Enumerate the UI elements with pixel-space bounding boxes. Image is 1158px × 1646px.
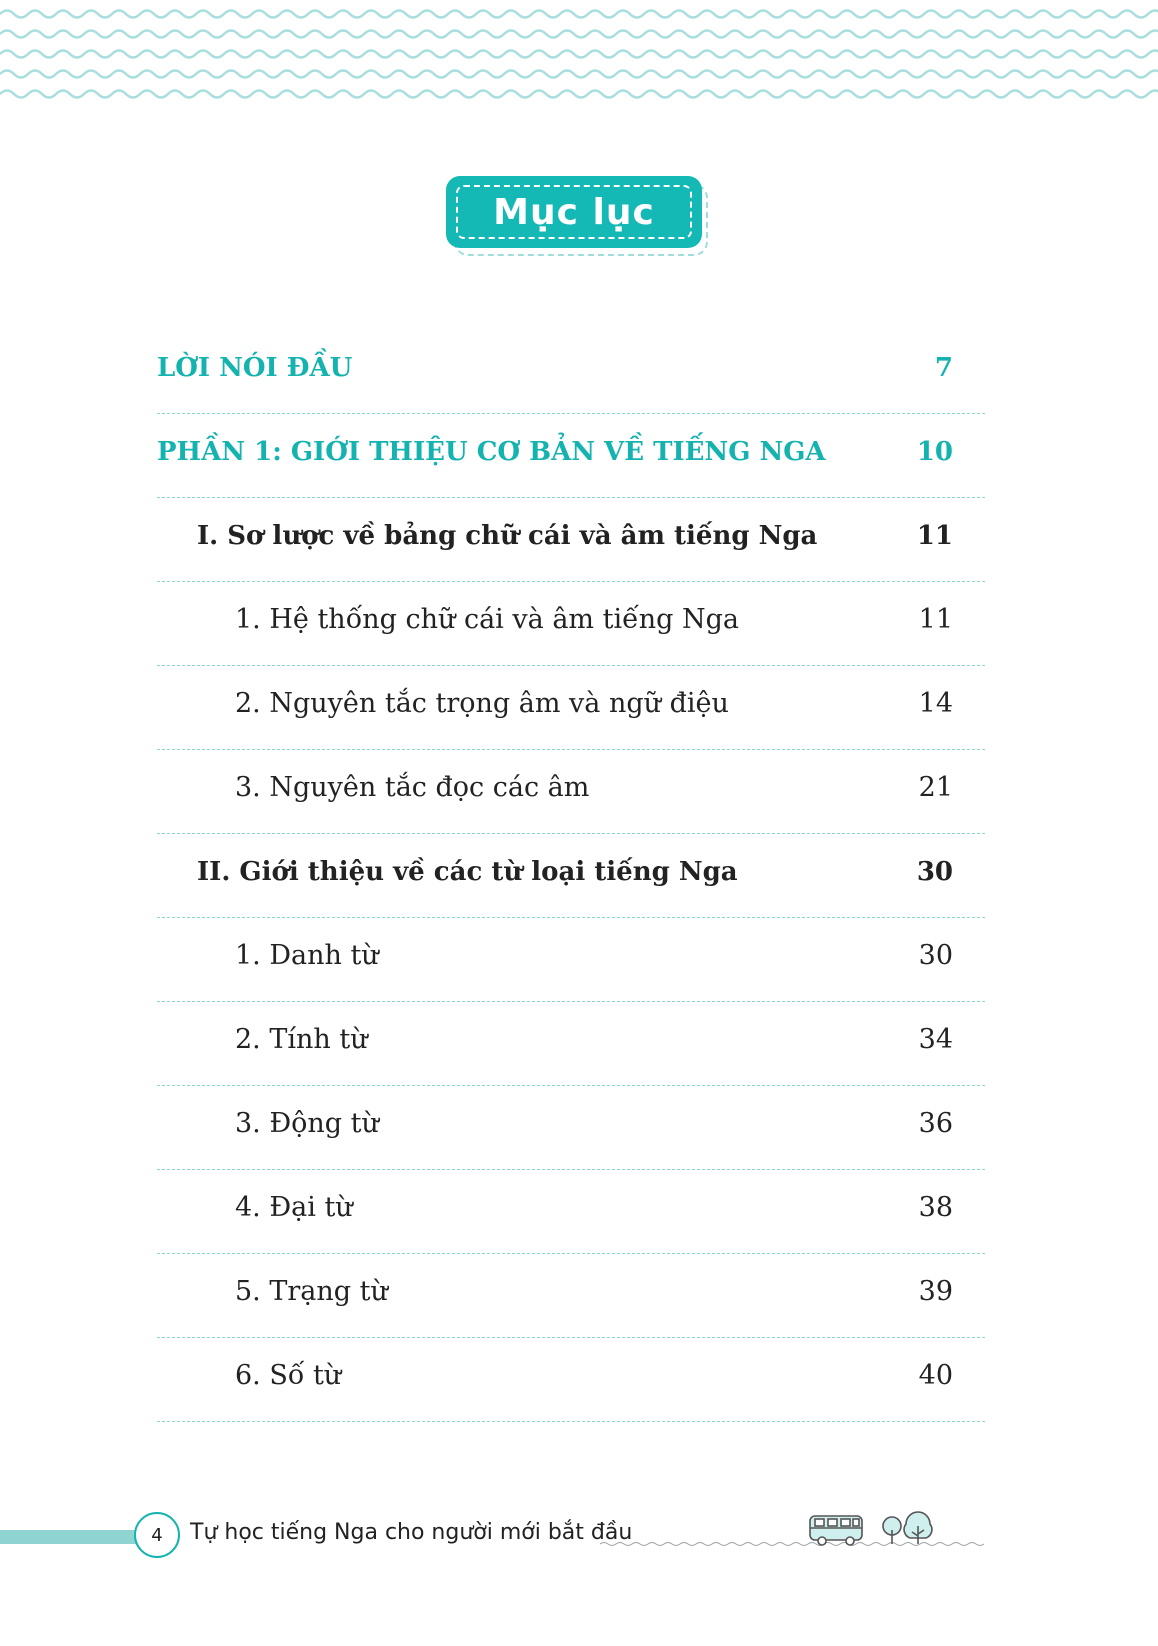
wave-pattern-header xyxy=(0,0,1158,110)
footer-decoration xyxy=(600,1498,990,1554)
toc-entry-label: 5. Trạng từ xyxy=(235,1276,388,1307)
toc-entry-page: 40 xyxy=(918,1360,953,1391)
toc-entry-label: PHẦN 1: GIỚI THIỆU CƠ BẢN VỀ TIẾNG NGA xyxy=(157,437,826,467)
tree-icon xyxy=(883,1512,932,1544)
toc-entry-page: 10 xyxy=(916,437,953,467)
footer-wavy-line xyxy=(600,1543,984,1546)
toc-entry-page: 30 xyxy=(916,857,953,887)
wave-line xyxy=(0,51,1158,58)
toc-entry-section-i[interactable] xyxy=(157,498,985,582)
toc-entry-page: 11 xyxy=(918,604,953,635)
toc-entry-page: 34 xyxy=(918,1024,953,1055)
toc-entry-subsection[interactable] xyxy=(157,1170,985,1254)
toc-entry-page: 39 xyxy=(918,1276,953,1307)
wave-line xyxy=(0,31,1158,38)
toc-entry-label: 1. Hệ thống chữ cái và âm tiếng Nga xyxy=(235,604,739,635)
toc-entry-label: 4. Đại từ xyxy=(235,1192,353,1223)
toc-entry-preface[interactable] xyxy=(157,330,985,414)
toc-entry-subsection[interactable] xyxy=(157,1002,985,1086)
van-icon xyxy=(810,1516,862,1545)
title-box xyxy=(446,176,702,248)
page-number: 4 xyxy=(151,1524,163,1546)
toc-entry-subsection[interactable] xyxy=(157,582,985,666)
toc-entry-label: 2. Tính từ xyxy=(235,1024,368,1055)
toc-entry-subsection[interactable] xyxy=(157,1254,985,1338)
book-title-footer: Tự học tiếng Nga cho người mới bắt đầu xyxy=(190,1520,633,1545)
title-inner-frame xyxy=(456,185,692,239)
wave-line xyxy=(0,71,1158,78)
wave-line xyxy=(0,91,1158,98)
toc-entry-label: 1. Danh từ xyxy=(235,940,379,971)
toc-entry-subsection[interactable] xyxy=(157,1086,985,1170)
toc-entry-label: 3. Động từ xyxy=(235,1108,379,1139)
toc-entry-subsection[interactable] xyxy=(157,750,985,834)
wave-line xyxy=(0,11,1158,18)
toc-entry-page: 38 xyxy=(918,1192,953,1223)
toc-title-badge xyxy=(446,176,714,258)
toc-entry-subsection[interactable] xyxy=(157,918,985,1002)
toc-entry-page: 30 xyxy=(918,940,953,971)
toc-entry-label: 6. Số từ xyxy=(235,1360,342,1391)
toc-entry-label: 3. Nguyên tắc đọc các âm xyxy=(235,772,590,803)
toc-entry-label: I. Sơ lược về bảng chữ cái và âm tiếng Nga xyxy=(197,521,818,551)
toc-entry-subsection[interactable] xyxy=(157,666,985,750)
toc-entry-label: II. Giới thiệu về các từ loại tiếng Nga xyxy=(197,857,738,887)
table-of-contents xyxy=(157,330,985,1422)
toc-entry-label: 2. Nguyên tắc trọng âm và ngữ điệu xyxy=(235,688,729,719)
toc-entry-part-1[interactable] xyxy=(157,414,985,498)
toc-entry-subsection[interactable] xyxy=(157,1338,985,1422)
toc-entry-page: 21 xyxy=(918,772,953,803)
toc-entry-section-ii[interactable] xyxy=(157,834,985,918)
page-number-badge xyxy=(134,1512,180,1558)
toc-entry-label: LỜI NÓI ĐẦU xyxy=(157,353,353,383)
toc-entry-page: 14 xyxy=(918,688,953,719)
toc-entry-page: 11 xyxy=(916,521,953,551)
footer-accent-bar xyxy=(0,1530,136,1544)
page-title: Mục lục xyxy=(493,191,655,233)
toc-entry-page: 7 xyxy=(934,353,953,383)
toc-entry-page: 36 xyxy=(918,1108,953,1139)
